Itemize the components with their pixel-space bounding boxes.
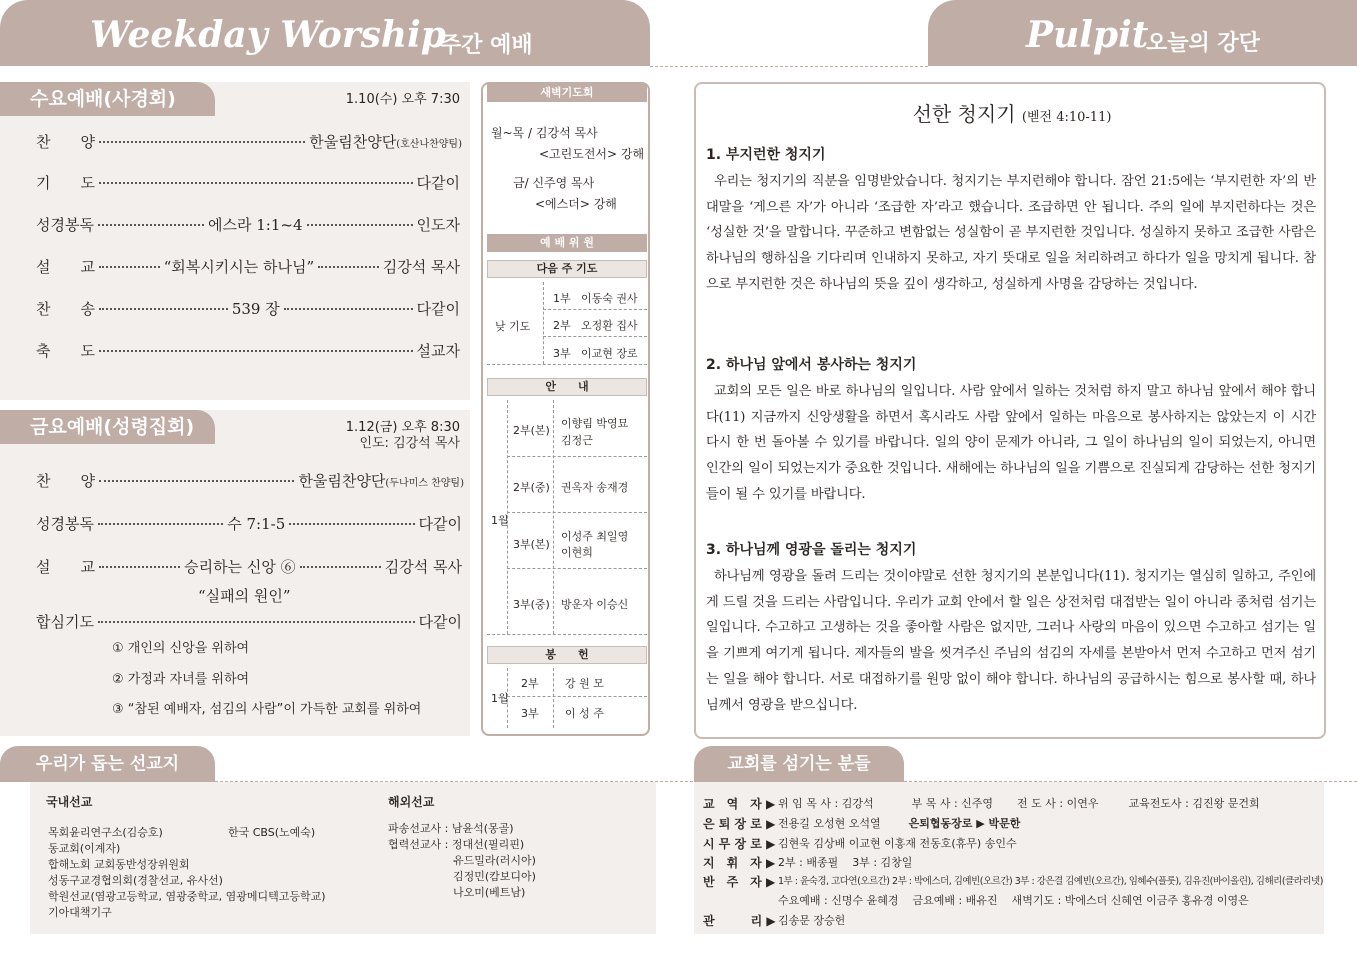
order-label: 성경봉독 [36, 515, 94, 533]
staff-name: 김송문 장승헌 [778, 914, 846, 927]
guide-name: 권옥자 송재경 [561, 481, 629, 494]
order-detail: 539 장 [231, 300, 280, 318]
staff-row [703, 795, 1274, 812]
staff-role: 관 리 ▶ [703, 914, 776, 928]
order-note: (호산나찬양팀) [396, 139, 462, 150]
overseas-item: 협력선교사 : 정대선(필리핀) [388, 838, 525, 851]
guide-name: 방운자 이승신 [561, 598, 629, 611]
pulpit-korean-title: 오늘의 강단 [1146, 31, 1260, 56]
overseas-item: 나오미(베트남) [453, 886, 526, 899]
dawn-prayer-header: 새벽기도회 [487, 84, 647, 102]
staff-name: 수요예배 : 신명수 윤혜경 [778, 894, 899, 907]
missions-tab: 우리가 돕는 선교지 [0, 746, 215, 782]
staff-role: 시 무 장 로 ▶ [703, 837, 776, 851]
staff-row [703, 892, 1263, 908]
friday-service-tab: 금요예배(성령집회) [0, 410, 215, 444]
offering-month: 1월 [491, 692, 509, 705]
dot-leader [99, 182, 413, 184]
order-note: (두나미스 찬양팀) [385, 478, 464, 489]
order-detail: 에스라 1:1~4 [208, 216, 303, 234]
order-label: 찬 송 [36, 300, 95, 318]
dot-leader [318, 266, 379, 268]
prayer-part: 3부 [553, 347, 571, 360]
sermon-subtitle: “실패의 원인” [198, 587, 291, 605]
domestic-item: 성동구교경협의회(경찰선교, 유사선) [48, 874, 223, 887]
divider [507, 668, 508, 728]
staff-name: 전 도 사 : 이연우 [1017, 797, 1099, 810]
order-label: 축 도 [36, 342, 95, 360]
order-value: 김강석 목사 [382, 258, 461, 276]
staff-name: 2부 : 배종필 [778, 856, 839, 869]
divider [507, 696, 647, 697]
sermon-section-heading: 2. 하나님 앞에서 봉사하는 청지기 [706, 357, 917, 373]
sermon-title-line [696, 98, 1328, 127]
order-value: 다같이 [416, 300, 461, 318]
domestic-item: 목회윤리연구소(김승호) [48, 826, 163, 839]
divider [507, 512, 647, 513]
staff-role: 은 퇴 장 로 ▶ [703, 817, 776, 831]
order-row [36, 214, 460, 235]
guide-part: 3부(중) [513, 598, 550, 611]
dot-leader [98, 523, 223, 525]
order-value: 인도자 [416, 216, 461, 234]
dot-leader [98, 621, 415, 623]
guide-part: 2부(본) [513, 424, 550, 437]
dawn-line: <에스더> 강해 [535, 197, 617, 211]
order-value: 한울림찬양단 [298, 472, 386, 490]
order-row [36, 256, 460, 277]
order-detail: 수 7:1-5 [227, 515, 286, 533]
order-detail: “회복시키시는 하나님” [163, 258, 315, 276]
order-label: 찬 양 [36, 472, 95, 490]
overseas-item: 파송선교사 : 남윤석(몽골) [388, 822, 514, 835]
dot-leader [289, 523, 414, 525]
guide-name: 이성주 최일영 [561, 530, 629, 543]
domestic-item: 학원선교(염광고등학교, 염광중학교, 염광메디텍고등학교) [48, 890, 326, 903]
prayer-part: 1부 [553, 292, 571, 305]
guide-name: 김정근 [561, 434, 593, 447]
staff-name: 부 목 사 : 신주영 [911, 797, 994, 810]
committee-header: 예 배 위 원 [487, 234, 647, 252]
staff-role: 교 역 자 ▶ [703, 797, 776, 811]
order-row [36, 556, 462, 577]
guide-name: 이향림 박영묘 [561, 417, 629, 430]
guide-month: 1월 [491, 514, 509, 527]
offering-part: 3부 [521, 707, 539, 720]
order-label: 설 교 [36, 558, 95, 576]
friday-date: 1.12(금) 오후 8:30 [345, 420, 460, 435]
sermon-section-heading: 1. 부지런한 청지기 [706, 147, 826, 163]
divider [553, 668, 554, 728]
friday-leader: 인도: 김강석 목사 [359, 436, 460, 451]
divider [507, 568, 647, 569]
order-row [36, 172, 460, 193]
dot-leader [99, 141, 305, 143]
order-row [36, 611, 462, 632]
dot-leader [99, 480, 294, 482]
staff-role [703, 892, 778, 908]
order-value: 설교자 [416, 342, 460, 360]
sermon-paragraph: 우리는 청지기의 직분을 임명받았습니다. 청지기는 부지런해야 합니다. 잠언 21:5에는 ‘부지런한 자’의 반대말을 ‘게으른 자’가 아니라 ‘조급한 자’라고 했습니다. 조급하면 안 됩니다. 주의 일에 부지런하다는 것은 ‘성실한 것’을 말합니다. 꾸준하고 변함없는 성실함이 곧 부지런한 것입니다. 성실하지 못하고 조급한 사람은 하나님의 행하심을 기다리며 인내하지 못하고, 자기 뜻대로 일을 처리하려고 하다가 일을 망치게 됩니다. 참으로 부지런한 것은 하나님의 뜻을 깊이 생각하고, 성실하게 사명을 감당하는 것입니다. [706, 174, 1316, 292]
domestic-item: 동교회(이계자) [48, 842, 121, 855]
staff-tab: 교회를 섬기는 분들 [694, 746, 904, 782]
order-label: 합심기도 [36, 613, 94, 631]
order-value: 다같이 [418, 613, 462, 631]
worship-info-column [481, 82, 650, 736]
divider [487, 364, 647, 365]
staff-name: 새벽기도 : 박에스더 신혜연 이금주 홍유경 이영은 [1011, 894, 1249, 907]
dot-leader [307, 224, 413, 226]
divider [543, 336, 647, 337]
dawn-line: 금/ 신주영 목사 [513, 176, 595, 190]
order-label: 설 교 [36, 258, 95, 276]
staff-row [703, 912, 859, 929]
staff-name: 교육전도사 : 김진왕 문건희 [1128, 797, 1260, 810]
staff-name: 금요예배 : 배유진 [912, 894, 998, 907]
staff-row [703, 815, 1034, 832]
sermon-paragraph: 교회의 모든 일은 바로 하나님의 일입니다. 사람 앞에서 일하는 것처럼 하지 말고 하나님 앞에서 해야 합니다(11) 지금까지 신앙생활을 하면서 혹시라도 사람 앞에서 일하는 마음으로 봉사하지는 않았는지 이 시간 다시 한 번 돌아볼 수 있기를 바랍니다. 일의 양이 문제가 아니라, 그 일이 하나님의 일이 되었는지, 아니면 인간의 일이 되었는지가 중요한 것입니다. 새해에는 하나님의 일을 기쁨으로 진실되게 감당하는 선한 청지기들이 될 수 있기를 바랍니다. [706, 384, 1316, 502]
dot-leader [99, 308, 228, 310]
staff-name: 3부 : 김창일 [852, 856, 913, 869]
order-row [36, 298, 460, 319]
order-value: 다같이 [418, 515, 462, 533]
wednesday-date: 1.10(수) 오후 7:30 [345, 92, 460, 107]
offering-part: 2부 [521, 677, 539, 690]
order-detail: 승리하는 신앙 ⑥ [184, 558, 296, 576]
offering-header: 봉 헌 [487, 646, 647, 664]
order-label: 성경봉독 [36, 216, 94, 234]
header-divider [650, 66, 928, 67]
offering-name: 강 원 모 [565, 677, 604, 690]
sermon-box [694, 82, 1326, 739]
guide-part: 3부(본) [513, 538, 550, 551]
dot-leader [99, 566, 180, 568]
prayer-part: 2부 [553, 319, 571, 332]
sermon-reference: (벧전 4:10-11) [1021, 110, 1112, 125]
staff-name: 전용길 오성현 오석열 [778, 817, 881, 830]
dawn-line: <고린도전서> 강해 [539, 147, 645, 161]
divider [507, 456, 647, 457]
staff-name: 김현욱 김상배 이교현 이홍재 전동호(휴무) 송인수 [778, 837, 1017, 850]
wednesday-service-tab: 수요예배(사경회) [0, 82, 215, 116]
order-value: 김강석 목사 [384, 558, 462, 576]
divider [487, 634, 647, 635]
order-label: 기 도 [36, 174, 95, 192]
staff-role: 반 주 자 ▶ [703, 875, 776, 889]
pulpit-banner [928, 0, 1357, 66]
domestic-item: 합해노회 교회동반성장위원회 [48, 858, 190, 871]
dot-leader [284, 308, 413, 310]
dot-leader [99, 350, 413, 352]
staff-row [703, 835, 1031, 852]
weekday-worship-banner [0, 0, 650, 66]
dot-leader [300, 566, 381, 568]
divider [543, 309, 647, 310]
order-row [36, 340, 460, 361]
staff-row [703, 873, 1337, 890]
guide-name: 이현희 [561, 546, 593, 559]
order-row [36, 131, 462, 152]
prayer-name: 오정환 집사 [581, 319, 638, 332]
offering-name: 이 성 주 [565, 707, 604, 720]
order-row [36, 470, 464, 491]
divider [543, 282, 544, 364]
overseas-title: 해외선교 [388, 795, 435, 809]
sermon-title: 선한 청지기 [912, 102, 1016, 126]
prayer-name: 이동숙 권사 [581, 292, 638, 305]
guide-part: 2부(중) [513, 481, 550, 494]
day-prayer-label: 낮 기도 [495, 320, 531, 333]
divider [553, 400, 554, 634]
prayer-item: ① 개인의 신앙을 위하여 [112, 641, 250, 656]
staff-row [703, 854, 926, 871]
domestic-item: 한국 CBS(노예숙) [228, 826, 316, 839]
staff-name: 위 임 목 사 : 김강석 [778, 797, 874, 810]
prayer-item: ③ “참된 예배자, 섬김의 사람”이 가득한 교회를 위하여 [112, 702, 422, 717]
divider [507, 400, 508, 634]
sermon-section-heading: 3. 하나님께 영광을 돌리는 청지기 [706, 542, 917, 558]
order-label: 찬 양 [36, 133, 95, 151]
prayer-item: ② 가정과 자녀를 위하여 [112, 672, 250, 687]
next-week-prayer-header: 다음 주 기도 [487, 260, 647, 278]
domestic-item: 기아대책기구 [48, 906, 112, 919]
pulpit-title: Pulpit [1026, 14, 1149, 56]
dot-leader [98, 224, 204, 226]
staff-name: 은퇴협동장로 ▶ 박문한 [908, 817, 1021, 830]
weekday-worship-title: Weekday Worship [90, 14, 446, 56]
overseas-item: 유드밀라(러시아) [453, 854, 536, 867]
guide-header: 안 내 [487, 378, 647, 396]
domestic-title: 국내선교 [46, 795, 93, 809]
order-row [36, 513, 462, 534]
dot-leader [99, 266, 160, 268]
staff-name: 1부 : 윤숙경, 고다연(오르간) 2부 : 박에스더, 김예빈(오르간) 3부 : 강은결 김예빈(오르간), 임혜수(플룻), 김유진(바이올린), 김해리(클라리넷) [778, 876, 1323, 887]
weekday-worship-korean-title: 주간 예배 [440, 33, 533, 58]
sermon-paragraph: 하나님께 영광을 돌려 드리는 것이야말로 선한 청지기의 본분입니다(11). 청지기는 열심히 일하고, 주인에게 드릴 것을 드리는 사람입니다. 우리가 교회 안에서 할 일은 상전처럼 대접받는 일이 아니라 종처럼 섬기는 일입니다. 수고하고 고생하는 것을 좋아할 사람은 없지만, 그러나 사랑의 마음이 있으면 수고하고 섬기는 일을 기쁘게 여기게 됩니다. 제자들의 발을 씻겨주신 주님의 섬김의 자세를 본받아서 먼저 수고하고 먼저 섬기는 일을 해야 합니다. 서로 대접하기를 원망 없이 해야 합니다. 하나님의 공급하시는 힘으로 봉사할 때, 하나님께서 영광을 받으십니다. [706, 569, 1316, 713]
order-value: 한울림찬양단 [309, 133, 397, 151]
staff-role: 지 휘 자 ▶ [703, 856, 776, 870]
dawn-line: 월~목 / 김강석 목사 [491, 126, 598, 140]
order-value: 다같이 [416, 174, 460, 192]
overseas-item: 김정민(캄보디아) [453, 870, 536, 883]
prayer-name: 이교현 장로 [581, 347, 638, 360]
